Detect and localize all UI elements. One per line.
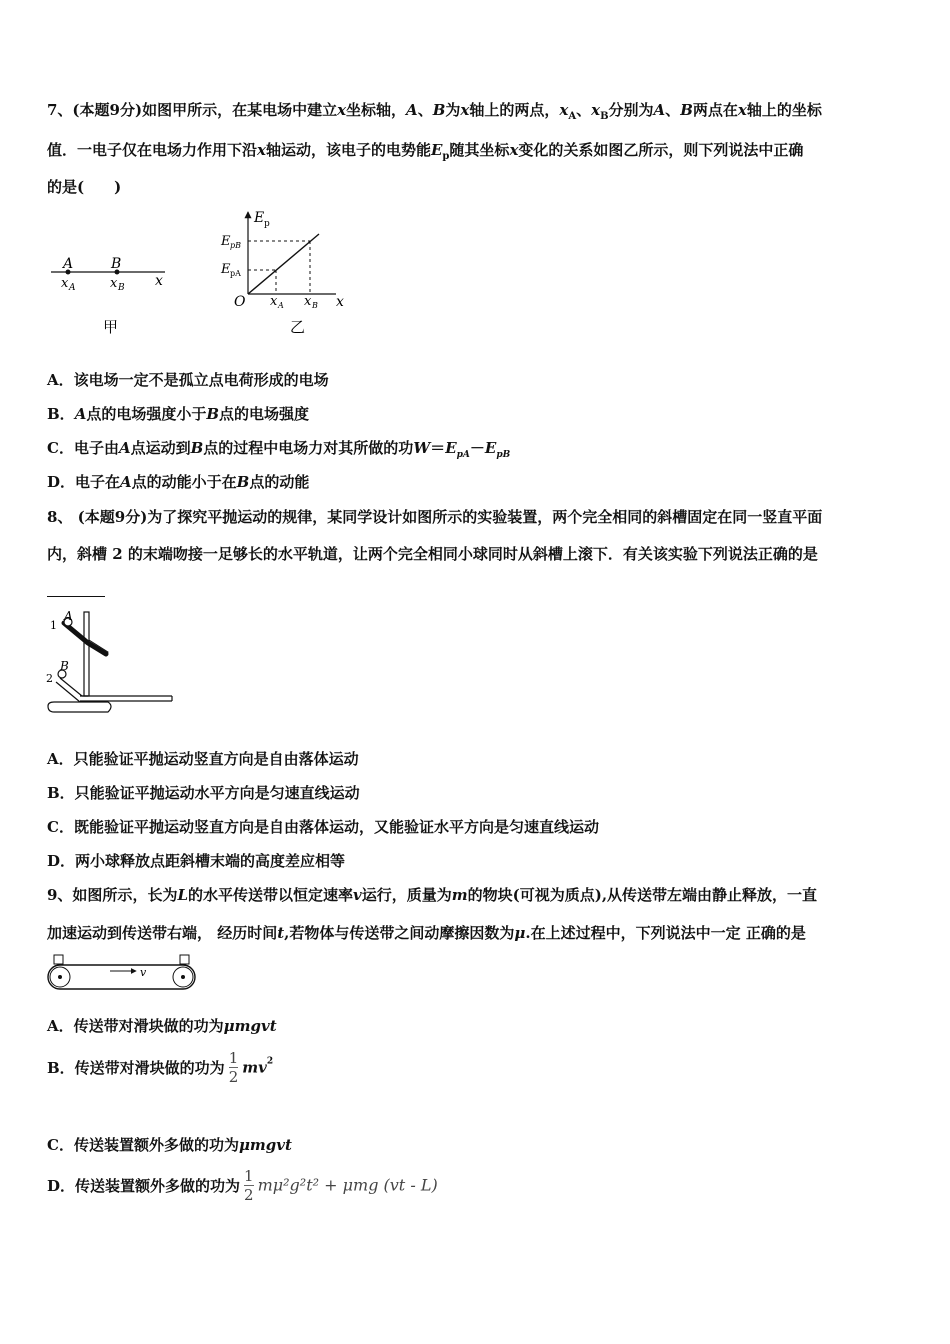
q9-option-a: A．传送带对滑块做的功为μmgvt bbox=[47, 1017, 277, 1035]
q7-option-b: B．A点的电场强度小于B点的电场强度 bbox=[47, 405, 310, 423]
label-epa-sub: pA bbox=[230, 269, 241, 278]
q7-option-d: D．电子在A点的动能小于在B点的动能 bbox=[47, 473, 310, 491]
q8-stem-line-1: 8、 (本题9分)为了探究平抛运动的规律，某同学设计如图所示的实验装置，两个完全相同的斜槽固定在同一竖直平面 bbox=[47, 508, 823, 526]
q7-option-c: C．电子由A点运动到B点的过程中电场力对其所做的功$W=E_{pA}-E_{pB}$ bbox=[47, 439, 511, 460]
label-a: A bbox=[63, 256, 74, 272]
label-xb: x bbox=[110, 276, 118, 291]
label-epb: E bbox=[221, 234, 231, 249]
q9-stem-line-2: 加速运动到传送带右端， 经历时间t,若物体与传送带之间动摩擦因数为μ.在上述过程中，下列说法中一定 正确的是 bbox=[47, 924, 806, 942]
q9-stem-line-1: 9、如图所示，长为L的水平传送带以恒定速率v运行，质量为m的物块(可视为质点),从传送带左端由静止释放，一直 bbox=[47, 886, 818, 904]
base bbox=[48, 702, 111, 712]
block-left bbox=[54, 955, 63, 964]
q8-option-c: C．既能验证平抛运动竖直方向是自由落体运动，又能验证水平方向是匀速直线运动 bbox=[47, 818, 599, 836]
q7-option-a: A．该电场一定不是孤立点电荷形成的电场 bbox=[47, 371, 329, 389]
label-xa-sub: A bbox=[69, 283, 76, 293]
label-xb-sub: B bbox=[118, 283, 125, 293]
q7-stem-line-2: 值．一电子仅在电场力作用下沿x轴运动，该电子的电势能$E_p$随其坐标x变化的关系如图乙所示，则下列说法中正确 bbox=[47, 141, 804, 162]
label-ep: E bbox=[254, 210, 265, 226]
q8-option-b: B．只能验证平抛运动水平方向是匀速直线运动 bbox=[47, 784, 360, 802]
q9-option-c: C．传送装置额外多做的功为μmgvt bbox=[47, 1136, 292, 1154]
q8-option-a: A．只能验证平抛运动竖直方向是自由落体运动 bbox=[47, 750, 359, 768]
q7-figure-yi bbox=[218, 206, 353, 338]
q8-figure-chutes bbox=[44, 610, 176, 716]
label-v: v bbox=[140, 966, 147, 979]
caption-jia: 甲 bbox=[103, 318, 119, 336]
q8-option-d: D．两小球释放点距斜槽末端的高度差应相等 bbox=[47, 852, 346, 870]
q7-figure-jia bbox=[45, 248, 175, 338]
q9-option-d: D．传送装置额外多做的功为 $\frac{1}{2}$ mμ²g²t² + μmg (vt - L) bbox=[47, 1167, 438, 1204]
q7-stem-line-3: 的是( ) bbox=[47, 178, 122, 196]
label-x: x bbox=[155, 273, 163, 289]
q7-stem-line-1: 7、(本题9分)如图甲所示，在某电场中建立x坐标轴，A、B为x轴上的两点，$x_A$、$x_B$分别为A、B两点在x轴上的坐标 bbox=[47, 101, 822, 122]
q9-figure-conveyor bbox=[44, 953, 196, 995]
label-1: 1 bbox=[50, 619, 57, 632]
label-origin: O bbox=[234, 294, 246, 310]
label-xb: x bbox=[304, 294, 312, 309]
ep-line bbox=[248, 234, 319, 294]
right-roller-axle bbox=[181, 975, 185, 979]
fraction-half: $\frac{1}{2}$ bbox=[244, 1167, 254, 1204]
label-b: B bbox=[60, 659, 69, 673]
label-xa: x bbox=[270, 294, 278, 309]
label-b: B bbox=[111, 256, 122, 272]
label-epa: E bbox=[221, 262, 231, 277]
label-xb-sub: B bbox=[312, 301, 318, 310]
label-a: A bbox=[64, 610, 73, 623]
support-post bbox=[84, 612, 89, 696]
caption-yi: 乙 bbox=[290, 318, 306, 336]
fraction-half: $\frac{1}{2}$ bbox=[228, 1049, 239, 1086]
label-xa-sub: A bbox=[278, 301, 284, 310]
label-x: x bbox=[336, 294, 344, 310]
q8-stem-line-2: 内，斜槽 2 的末端吻接一足够长的水平轨道，让两个完全相同小球同时从斜槽上滚下．有关该实验下列说法正确的是 bbox=[47, 545, 818, 563]
label-2: 2 bbox=[46, 672, 53, 685]
q8-answer-blank bbox=[47, 596, 105, 597]
label-xa: x bbox=[61, 276, 69, 291]
block-right bbox=[180, 955, 189, 964]
left-roller-axle bbox=[58, 975, 62, 979]
label-epb-sub: pB bbox=[230, 241, 241, 250]
q9-option-b: B．传送带对滑块做的功为 $\frac{1}{2}$ $mv^2$ bbox=[47, 1049, 274, 1086]
label-ep-sub: p bbox=[264, 219, 270, 229]
